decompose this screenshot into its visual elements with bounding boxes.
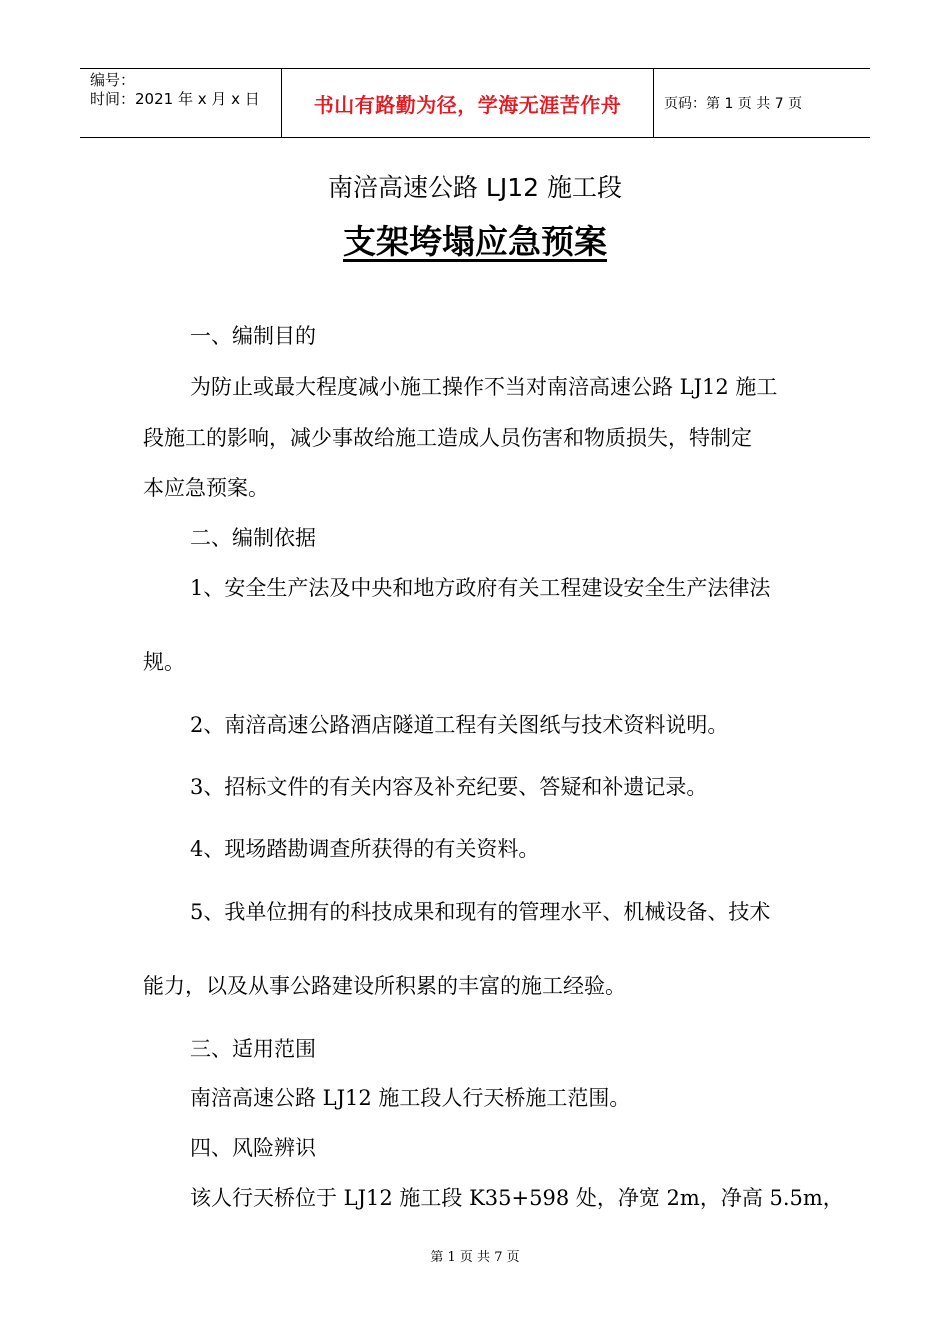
paragraph-scope: 南涪高速公路 LJ12 施工段人行天桥施工范围。 <box>190 1086 631 1110</box>
section-heading-risk: 四、风险辨识 <box>190 1136 316 1160</box>
paragraph-risk-line-1: 该人行天桥位于 LJ12 施工段 K35+598 处，净宽 2m，净高 5.5m， <box>190 1186 844 1210</box>
basis-item-1-line-2: 规。 <box>143 650 185 674</box>
section-heading-basis: 二、编制依据 <box>190 526 316 550</box>
header-page-info: 页码：第 1 页 共 7 页 <box>664 96 803 112</box>
basis-item-5-line-2: 能力，以及从事公路建设所积累的丰富的施工经验。 <box>143 974 626 998</box>
paragraph-purpose-line-3: 本应急预案。 <box>143 476 269 500</box>
document-subtitle: 南涪高速公路 LJ12 施工段 <box>327 173 622 202</box>
basis-item-1-line-1: 1、安全生产法及中央和地方政府有关工程建设安全生产法律法 <box>190 576 771 600</box>
section-heading-purpose: 一、编制目的 <box>190 324 316 348</box>
paragraph-purpose-line-1: 为防止或最大程度减小施工操作不当对南涪高速公路 LJ12 施工 <box>190 375 778 399</box>
document-time-label: 时间：2021 年 x 月 x 日 <box>90 90 260 108</box>
page-footer: 第 1 页 共 7 页 <box>430 1250 520 1265</box>
header-motto-cell <box>281 69 654 137</box>
document-header <box>80 68 870 138</box>
document-title: 支架垮塌应急预案 <box>343 222 607 261</box>
basis-item-5-line-1: 5、我单位拥有的科技成果和现有的管理水平、机械设备、技术 <box>190 900 771 924</box>
basis-item-3: 3、招标文件的有关内容及补充纪要、答疑和补遗记录。 <box>190 775 708 799</box>
basis-item-4: 4、现场踏勘调查所获得的有关资料。 <box>190 837 540 861</box>
paragraph-purpose-line-2: 段施工的影响，减少事故给施工造成人员伤害和物质损失，特制定 <box>143 426 752 450</box>
header-motto: 书山有路勤为径，学海无涯苦作舟 <box>313 92 622 117</box>
basis-item-2: 2、南涪高速公路酒店隧道工程有关图纸与技术资料说明。 <box>190 713 729 737</box>
header-meta <box>80 69 281 137</box>
document-number-label: 编号： <box>90 71 136 89</box>
section-heading-scope: 三、适用范围 <box>190 1037 316 1061</box>
